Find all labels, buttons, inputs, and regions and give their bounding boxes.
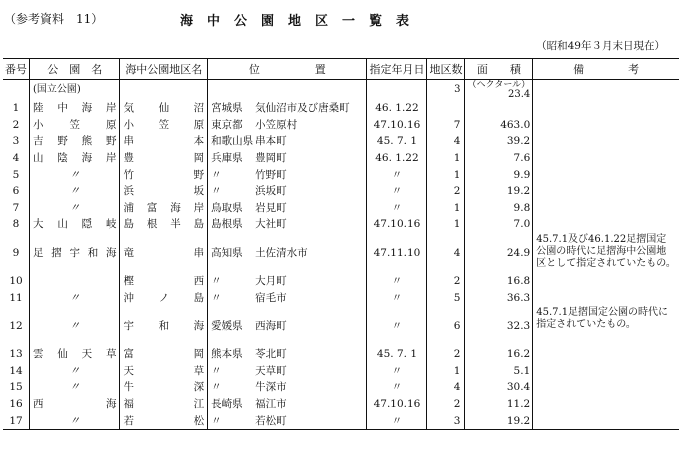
location	[208, 289, 367, 306]
table-row	[3, 183, 679, 200]
note	[533, 273, 679, 290]
table-row	[3, 117, 679, 134]
park-name: 大山隠岐	[30, 216, 120, 233]
prefecture: 熊本県	[211, 348, 243, 361]
note	[533, 363, 679, 380]
location	[208, 216, 367, 233]
designation-date: 〃	[367, 306, 427, 346]
row-no: 14	[9, 364, 23, 377]
table-row	[3, 200, 679, 217]
designation-date: 〃	[367, 379, 427, 396]
row-no: 10	[9, 275, 23, 288]
place: 竹野町	[255, 168, 287, 181]
row-no: 7	[12, 201, 20, 214]
place: 気仙沼市及び唐桑町	[255, 102, 350, 115]
sub-count: 3	[427, 80, 465, 101]
prefecture: 〃	[211, 185, 222, 198]
location	[208, 133, 367, 150]
designation-date: 47.10.16	[367, 117, 427, 134]
area-size: 16.2	[465, 346, 533, 363]
designation-date: 45. 7. 1	[367, 133, 427, 150]
location	[208, 166, 367, 183]
table-row	[3, 346, 679, 363]
designation-date: 47.10.16	[367, 396, 427, 413]
district-count: 2	[427, 346, 465, 363]
park-name: 足摺宇和海	[30, 233, 120, 273]
designation-date: 〃	[367, 183, 427, 200]
note	[533, 150, 679, 167]
area-size: 9.8	[465, 200, 533, 217]
row-no: 8	[12, 218, 20, 231]
unit-label: （ヘクタール）	[467, 80, 531, 90]
table-row	[3, 379, 679, 396]
district-count: 2	[427, 396, 465, 413]
place: 岩見町	[255, 201, 287, 214]
col-no: 番号	[3, 59, 30, 80]
location	[208, 346, 367, 363]
note	[533, 166, 679, 183]
row-no: 13	[9, 348, 23, 361]
area-name: 豊岡	[120, 150, 208, 167]
table-row	[3, 216, 679, 233]
district-count: 3	[427, 412, 465, 429]
col-park: 公 園 名	[30, 59, 120, 80]
area-size: 39.2	[465, 133, 533, 150]
park-name: 〃	[30, 183, 120, 200]
designation-date: 〃	[367, 289, 427, 306]
designation-date: 47.10.16	[367, 216, 427, 233]
park-name: 陸中海岸	[30, 100, 120, 117]
table-row	[3, 273, 679, 290]
area-name: 串本	[120, 133, 208, 150]
area-size: 5.1	[465, 363, 533, 380]
area-name: 富岡	[120, 346, 208, 363]
area-name: 福江	[120, 396, 208, 413]
park-name: 〃	[30, 289, 120, 306]
area-size: 9.9	[465, 166, 533, 183]
area-size: 19.2	[465, 412, 533, 429]
row-no: 4	[12, 152, 20, 165]
note	[533, 200, 679, 217]
district-count: 2	[427, 273, 465, 290]
marine-park-table	[3, 58, 679, 430]
area-name: 浦富海岸	[120, 200, 208, 217]
row-no: 5	[12, 168, 20, 181]
prefecture: 東京都	[211, 118, 243, 131]
note	[533, 183, 679, 200]
area-name: 天草	[120, 363, 208, 380]
place: 豊岡町	[255, 152, 287, 165]
designation-date: 〃	[367, 273, 427, 290]
designation-date: 〃	[367, 412, 427, 429]
place: 苓北町	[255, 348, 287, 361]
area-name: 小笠原	[120, 117, 208, 134]
location	[208, 200, 367, 217]
area-name: 気仙沼	[120, 100, 208, 117]
place: 若松町	[255, 414, 287, 427]
note	[533, 133, 679, 150]
col-size: 面 積	[465, 59, 533, 80]
location	[208, 150, 367, 167]
prefecture: 宮城県	[211, 102, 243, 115]
row-no: 12	[9, 319, 23, 332]
reference-label: （参考資料 11）	[4, 12, 104, 26]
location	[208, 183, 367, 200]
prefecture: 愛媛県	[211, 319, 243, 332]
area-size: 32.3	[465, 306, 533, 346]
col-location: 位 置	[208, 59, 367, 80]
area-size: 19.2	[465, 183, 533, 200]
place: 浜坂町	[255, 185, 287, 198]
prefecture: 〃	[211, 168, 222, 181]
park-name: 〃	[30, 200, 120, 217]
prefecture: 鳥取県	[211, 201, 243, 214]
district-count: 1	[427, 200, 465, 217]
note	[533, 412, 679, 429]
place: 大月町	[255, 275, 287, 288]
note	[533, 379, 679, 396]
col-count: 地区数	[427, 59, 465, 80]
prefecture: 〃	[211, 364, 222, 377]
designation-date: 46. 1.22	[367, 150, 427, 167]
area-size: 16.8	[465, 273, 533, 290]
note	[533, 216, 679, 233]
prefecture: 兵庫県	[211, 152, 243, 165]
area-size: 24.9	[465, 233, 533, 273]
park-name: 〃	[30, 412, 120, 429]
note	[533, 289, 679, 306]
note: 45.7.1足摺国定公園の時代に指定されていたもの。	[533, 306, 679, 346]
place: 小笠原村	[255, 118, 298, 131]
table-row	[3, 166, 679, 183]
table-row	[3, 412, 679, 429]
header-row	[3, 59, 679, 80]
area-size: 30.4	[465, 379, 533, 396]
district-count: 2	[427, 183, 465, 200]
row-no: 11	[9, 291, 23, 304]
location	[208, 396, 367, 413]
prefecture: 〃	[211, 381, 222, 394]
district-count: 6	[427, 306, 465, 346]
table-row	[3, 306, 679, 346]
district-count: 1	[427, 150, 465, 167]
area-size	[465, 100, 533, 117]
col-note: 備 考	[533, 59, 679, 80]
park-name: 〃	[30, 306, 120, 346]
place: 土佐清水市	[255, 246, 308, 259]
area-name: 沖ノ島	[120, 289, 208, 306]
location	[208, 306, 367, 346]
prefecture: 〃	[211, 414, 222, 427]
place: 串本町	[255, 135, 287, 148]
area-name: 竜串	[120, 233, 208, 273]
park-name: 雲仙天草	[30, 346, 120, 363]
category-row	[3, 80, 679, 101]
place: 宿毛市	[255, 291, 287, 304]
park-name: 〃	[30, 379, 120, 396]
prefecture: 長崎県	[211, 398, 243, 411]
designation-date: 46. 1.22	[367, 100, 427, 117]
category-label: (国立公園)	[30, 80, 120, 101]
row-no: 9	[12, 246, 20, 259]
area-size: 7.6	[465, 150, 533, 167]
district-count: 4	[427, 233, 465, 273]
area-name: 牛深	[120, 379, 208, 396]
table-row	[3, 233, 679, 273]
location	[208, 273, 367, 290]
table-row	[3, 289, 679, 306]
district-count: 4	[427, 133, 465, 150]
designation-date: 45. 7. 1	[367, 346, 427, 363]
note	[533, 117, 679, 134]
row-no: 1	[12, 102, 20, 115]
note: 45.7.1及び46.1.22足摺国定公園の時代に足摺海中公園地区として指定されていたもの。	[533, 233, 679, 273]
place: 大社町	[255, 218, 287, 231]
table-row	[3, 363, 679, 380]
table-row	[3, 150, 679, 167]
park-name: 〃	[30, 166, 120, 183]
prefecture: 高知県	[211, 246, 243, 259]
park-name: 小笠原	[30, 117, 120, 134]
place: 福江市	[255, 398, 287, 411]
district-count: 1	[427, 166, 465, 183]
area-name: 島根半島	[120, 216, 208, 233]
prefecture: 〃	[211, 275, 222, 288]
as-of-date: （昭和49年３月末日現在）	[536, 40, 665, 52]
location	[208, 233, 367, 273]
location	[208, 100, 367, 117]
area-name: 宇和海	[120, 306, 208, 346]
row-no: 2	[12, 118, 20, 131]
note	[533, 100, 679, 117]
park-name: 吉野熊野	[30, 133, 120, 150]
row-no: 15	[9, 381, 23, 394]
area-name: 竹野	[120, 166, 208, 183]
row-no: 16	[9, 398, 23, 411]
park-name: 〃	[30, 363, 120, 380]
place: 牛深市	[255, 381, 287, 394]
area-name: 浜坂	[120, 183, 208, 200]
place: 天草町	[255, 364, 287, 377]
district-count: 1	[427, 216, 465, 233]
area-size: 11.2	[465, 396, 533, 413]
designation-date: 〃	[367, 363, 427, 380]
park-name: 山陰海岸	[30, 150, 120, 167]
district-count: 7	[427, 117, 465, 134]
row-no: 3	[12, 135, 20, 148]
col-date: 指定年月日	[367, 59, 427, 80]
location	[208, 412, 367, 429]
area-name: 樫西	[120, 273, 208, 290]
sub-area: 23.4	[507, 89, 531, 100]
prefecture: 和歌山県	[211, 135, 254, 148]
table-row	[3, 100, 679, 117]
area-size: 36.3	[465, 289, 533, 306]
page-title: 海中公園地区一覧表	[180, 14, 424, 29]
note	[533, 396, 679, 413]
col-area: 海中公園地区名	[120, 59, 208, 80]
designation-date: 〃	[367, 200, 427, 217]
area-size: 7.0	[465, 216, 533, 233]
designation-date: 47.11.10	[367, 233, 427, 273]
table-row	[3, 133, 679, 150]
table-row	[3, 396, 679, 413]
location	[208, 117, 367, 134]
district-count: 5	[427, 289, 465, 306]
place: 西海町	[255, 319, 287, 332]
district-count: 4	[427, 379, 465, 396]
park-name: 西海	[30, 396, 120, 413]
designation-date: 〃	[367, 166, 427, 183]
park-name	[30, 273, 120, 290]
location	[208, 363, 367, 380]
location	[208, 379, 367, 396]
prefecture: 〃	[211, 291, 222, 304]
area-name: 若松	[120, 412, 208, 429]
prefecture: 島根県	[211, 218, 243, 231]
district-count	[427, 100, 465, 117]
row-no: 17	[3, 412, 30, 429]
row-no: 6	[12, 185, 20, 198]
area-size: 463.0	[465, 117, 533, 134]
note	[533, 346, 679, 363]
district-count: 1	[427, 363, 465, 380]
